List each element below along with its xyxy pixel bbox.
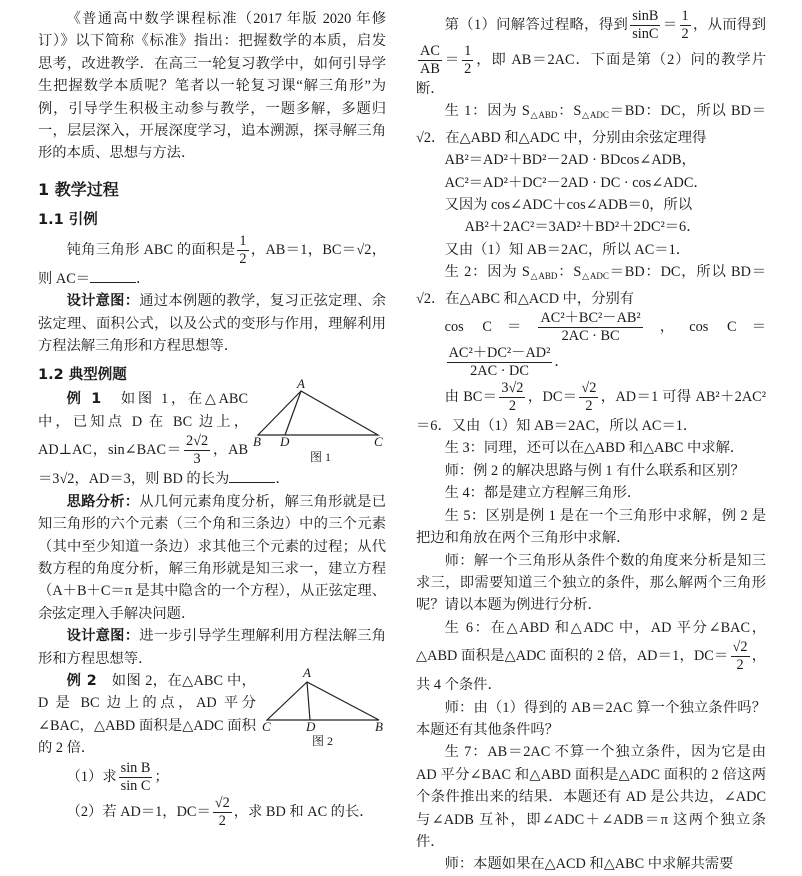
text-run: 师：本题如果在△ACD 和△ABC 中求解共需要 — [444, 856, 734, 873]
vertex-label-c: C — [374, 434, 383, 450]
fraction — [213, 795, 232, 830]
paragraph — [38, 233, 386, 290]
bold-label: 例 2 — [66, 672, 97, 689]
equation-line — [416, 172, 766, 194]
fraction-denominator: 2AC · DC — [470, 363, 529, 380]
subscript: △ADC — [581, 271, 609, 282]
text-run: （1）求 — [66, 768, 117, 785]
fraction — [680, 8, 691, 43]
text-run: cos C＝ — [444, 318, 537, 335]
text-run: 进一步引导学生理解利用方程法解三角形和方程思想等． — [38, 628, 387, 667]
fraction — [184, 433, 210, 468]
text-run: 如图 1，在△ABC 中，已知点 D 在 BC 边上，AD⊥AC，sin∠BAC＝ — [38, 391, 248, 459]
text-run: ，AB＝1，BC＝√2，则 AC＝ — [38, 241, 387, 287]
text-run: ； — [154, 768, 169, 785]
text-run: （2）若 AD＝1，DC＝ — [66, 803, 211, 820]
text-run: AB²＋2AC²＝3AD²＋BD²＋2DC²＝6． — [464, 219, 701, 236]
text-run: ，AB＝3√2，AD＝3，则 BD 的长为 — [38, 442, 248, 488]
vertex-label-c: C — [262, 718, 271, 734]
figure-1 — [253, 376, 386, 465]
text-run: AB²＝AD²＋BD²－2AD · BDcos∠ADB， — [444, 152, 696, 169]
figure-caption: 图 2 — [312, 733, 334, 748]
paragraph — [416, 482, 766, 504]
paragraph — [416, 100, 766, 149]
fraction-denominator: sinC — [632, 26, 659, 42]
text-run: ． — [136, 270, 151, 287]
fraction-numerator: √2 — [214, 794, 230, 811]
answer-blank — [90, 270, 136, 283]
vertex-label-b: B — [375, 718, 383, 734]
fraction — [579, 380, 598, 415]
paragraph — [416, 505, 766, 550]
figure-caption: 图 1 — [310, 450, 332, 465]
text-run: 师：例 2 的解决思路与例 1 有什么联系和区别？ — [444, 462, 745, 479]
fraction-denominator: 2 — [464, 61, 472, 77]
text-run: ． — [554, 353, 569, 370]
fraction-denominator: 2 — [585, 398, 593, 415]
fraction — [119, 760, 153, 795]
text-run: ，即 AB＝2AC．下面是第（2）问的教学片断． — [416, 51, 767, 97]
text-run: ，cos C＝ — [644, 318, 767, 335]
paragraph — [416, 741, 766, 853]
paragraph — [38, 290, 386, 357]
text-run: 又由（1）知 AB＝2AC，所以 AC＝1． — [444, 241, 691, 258]
vertex-label-d: D — [280, 434, 290, 450]
vertex-label-a: A — [303, 664, 311, 680]
paragraph — [38, 795, 386, 830]
fraction-numerator: AC²＋DC²－AD² — [448, 345, 551, 362]
fraction-numerator: 2√2 — [185, 433, 209, 450]
text-run: 生 1：因为 S — [444, 103, 530, 120]
text-run: 生 5：区别是例 1 是在一个三角形中求解，例 2 是把边和角放在两个三角形中求解． — [416, 507, 766, 547]
section-heading — [38, 363, 386, 384]
equation-line — [416, 194, 766, 216]
vertex-label-a: A — [297, 376, 305, 392]
text-run: ，AD＝1 可得 AB²＋2AC²＝6．又由（1）知 AB＝2AC，所以 AC＝1． — [416, 388, 766, 435]
fraction-denominator: 2 — [681, 26, 689, 42]
bold-label: 设计意图： — [66, 628, 140, 645]
paragraph — [416, 617, 766, 697]
text-run: 如图 2，在△ABC 中，D 是 BC 边上的点，AD 平分∠BAC，△ABD 面积是△ADC 面积的 2 倍． — [38, 672, 256, 757]
fraction-denominator: AB — [420, 61, 440, 77]
text-run: 生 6：在△ABD 和△ADC 中，AD 平分∠BAC，△ABD 面积是△ADC 面积的 2 倍，AD＝1，DC＝ — [416, 619, 766, 664]
right-column — [416, 8, 766, 876]
fraction — [731, 639, 750, 674]
bold-label: 设计意图： — [66, 293, 140, 310]
text-run: 第（1）问解答过程略，得到 — [444, 16, 629, 33]
vertex-label-b: B — [253, 434, 261, 450]
subscript: △ABD — [529, 271, 558, 282]
text-run: AC²＝AD²＋DC²－2AD · DC · cos∠ADC． — [444, 174, 708, 191]
text-run: 钝角三角形 ABC 的面积是 — [66, 241, 236, 258]
equation-line — [416, 239, 766, 261]
subscript: △ADC — [581, 110, 609, 121]
fraction-numerator: √2 — [581, 380, 597, 397]
bold-label: 思路分析： — [66, 493, 140, 510]
text-run: 生 7：AB＝2AC 不算一个独立条件，因为它是由 AD 平分∠BAC 和△ABD 面积是△ADC 面积的 2 倍这两个条件推出来的结果．本题还有 AD 是公共边，∠ADC 与∠ADB 互补，即∠ADC＋∠ADB＝π 这两个独立条件． — [416, 744, 766, 850]
text-run: 通过本例题的教学，复习正弦定理、余弦定理、面积公式，以及公式的变形与作用，理解利用方程法解三角形和方程思想等． — [38, 293, 387, 355]
text-run: ＝BD：DC，所以 BD＝√2．在△ABC 和△ACD 中，分别有 — [416, 264, 767, 307]
fraction-denominator: 2 — [508, 398, 516, 415]
paragraph — [416, 853, 766, 875]
fraction-numerator: AC²＋BC²－AB² — [540, 310, 641, 327]
fraction — [630, 8, 660, 43]
fraction-numerator: 1 — [464, 43, 472, 59]
triangle-diagram-2 — [262, 672, 386, 728]
fraction — [237, 233, 248, 268]
text-run: ：S — [557, 103, 582, 120]
fraction — [418, 43, 442, 78]
equation-line — [416, 216, 766, 238]
figure-2 — [262, 664, 386, 748]
fraction-denominator: 2AC · BC — [561, 328, 620, 345]
fraction-numerator: 1 — [681, 8, 689, 24]
paragraph — [416, 437, 766, 459]
paragraph — [416, 8, 766, 100]
answer-blank — [229, 470, 275, 483]
text-run: 又因为 cos∠ADC＋cos∠ADB＝0，所以 — [444, 197, 693, 214]
text-run: ＝ — [662, 16, 678, 33]
paragraph — [38, 625, 386, 670]
text-run: 《普通高中数学课程标准（2017 年版 2020 年修订）》以下简称《标准》指出：把握数学的本质，启发思考，改进教学．在高三一轮复习教学中，如何引导学生把握数学本质呢？笔者以一轮复习课“解三角形”为例，引导学生积极主动参与教学，一题多解，多题归一，层层深入，开展深度学习，追本溯源，探寻解三角形的本质、思想与方法． — [38, 11, 386, 162]
paragraph — [416, 460, 766, 482]
text-run: 生 2：因为 S — [444, 264, 530, 281]
fraction-numerator: 1 — [239, 232, 247, 249]
subscript: △ABD — [529, 110, 558, 121]
text-run: 1.2 典型例题 — [38, 367, 127, 384]
text-run: ，共 4 个条件． — [416, 647, 767, 694]
text-run: ＝BD：DC，所以 BD＝√2．在△ABD 和△ADC 中，分别由余弦定理得 — [416, 103, 767, 146]
fraction-denominator: 2 — [239, 250, 247, 267]
fraction-numerator: AC — [420, 43, 440, 59]
paragraph — [38, 491, 386, 625]
fraction-numerator: √2 — [732, 639, 748, 656]
paragraph — [38, 8, 386, 165]
paragraph — [416, 380, 766, 437]
text-run: ，从而得到 — [692, 16, 767, 33]
fraction — [499, 380, 525, 415]
equation-line — [416, 149, 766, 171]
text-run: ． — [275, 471, 290, 488]
text-run: 1.1 引例 — [38, 211, 98, 228]
section-heading — [38, 177, 386, 200]
triangle-diagram-1 — [254, 384, 386, 444]
text-run: ＝ — [443, 51, 461, 68]
fraction-denominator: 3 — [193, 451, 201, 468]
paragraph — [416, 261, 766, 310]
vertex-label-d: D — [306, 718, 316, 734]
fraction-denominator: 2 — [736, 657, 744, 674]
text-run: 师：由（1）得到的 AB＝2AC 算一个独立条件吗？本题还有其他条件吗？ — [416, 699, 766, 738]
text-run: 从几何元素角度分析，解三角形就是已知三角形的六个元素（三个角和三条边）中的三个元素（其中至少知道一条边）求其他三个元素的过程；从代数方程的角度分析，解三角形就是知三求一，建立方程（A＋B＋C＝π 是其中隐含的一个方程），从正弦定理、余弦定理入手解决问题． — [38, 493, 387, 622]
text-run: 1 教学过程 — [38, 179, 119, 199]
text-run: ，求 BD 和 AC 的长． — [233, 803, 374, 820]
text-run: 生 4：都是建立方程解三角形． — [444, 485, 642, 502]
fraction-denominator: 2 — [218, 812, 226, 829]
text-run: 生 3：同理，还可以在△ABD 和△ABC 中求解． — [444, 440, 745, 457]
text-run: ，DC＝ — [527, 388, 578, 405]
text-run: 由 BC＝ — [444, 388, 498, 405]
left-column — [38, 8, 386, 830]
paragraph — [416, 550, 766, 617]
bold-label: 例 1 — [66, 391, 102, 408]
text-run: ：S — [557, 264, 582, 281]
paragraph — [38, 760, 386, 795]
fraction-numerator: 3√2 — [501, 380, 524, 397]
equation-line — [416, 310, 766, 380]
paragraph — [416, 697, 766, 742]
text-run: 师：解一个三角形从条件个数的角度来分析是知三求三，即需要知道三个独立的条件，那么解两个三角形呢？请以本题为例进行分析． — [416, 552, 766, 614]
fraction-denominator: sin C — [120, 777, 151, 794]
section-heading — [38, 208, 386, 229]
fraction-numerator: sin B — [120, 759, 151, 776]
fraction — [447, 345, 553, 380]
fraction-numerator: sinB — [632, 8, 659, 24]
fraction — [462, 43, 473, 78]
fraction — [538, 310, 642, 345]
